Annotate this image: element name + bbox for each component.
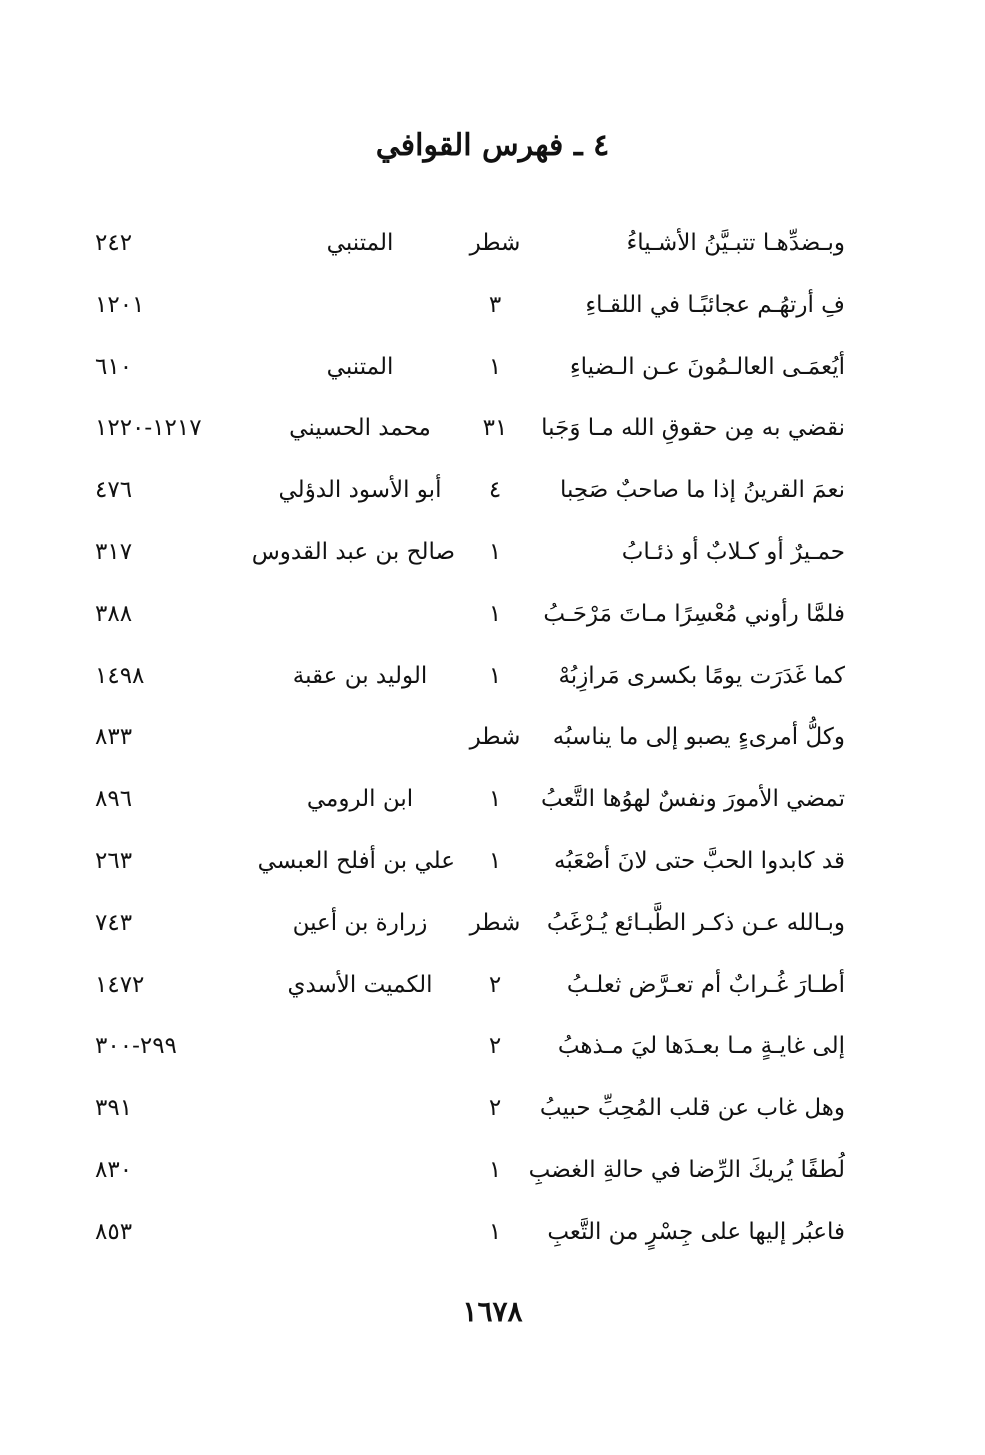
index-row: [60, 717, 865, 779]
index-row: [60, 223, 865, 285]
index-row: [60, 594, 865, 656]
index-row: [60, 285, 865, 347]
verse-count: ١: [488, 1218, 502, 1245]
rhyme-index-table: [60, 223, 865, 1274]
verse-text: تمضي الأمورَ ونفسٌ لهوُها التَّعبُ: [541, 786, 845, 813]
page-reference: ١٢١٧-١٢٢٠: [95, 415, 202, 442]
poet-name: أبو الأسود الدؤلي: [278, 477, 442, 504]
index-row: [60, 656, 865, 718]
verse-text: وكلُّ أمرىءٍ يصبو إلى ما يناسبُه: [552, 724, 845, 751]
poet-name: الكميت الأسدي: [287, 971, 433, 998]
poet-name: محمد الحسيني: [289, 415, 431, 442]
index-row: [60, 532, 865, 594]
poet-name: ابن الرومي: [306, 786, 414, 813]
index-row: [60, 408, 865, 470]
verse-count: ٢: [488, 971, 502, 998]
verse-text: وبـالله عـن ذكـر الطَّبـائع يُـرْغَبُ: [546, 909, 845, 936]
verse-text: وبـضدِّهـا تتبـيَّنُ الأشـياءُ: [626, 230, 845, 256]
verse-count: ٣١: [482, 415, 508, 442]
verse-count: ٣: [488, 291, 502, 318]
verse-text: حمـيرٌ أو كـلابٌ أو ذئـابُ: [621, 538, 845, 565]
verse-count: شطر: [469, 909, 521, 936]
page-reference: ٧٤٣: [95, 909, 133, 936]
index-row: [60, 841, 865, 903]
poet-name: صالح بن عبد القدوس: [251, 538, 455, 565]
page-reference: ٢٤٢: [95, 230, 133, 256]
verse-count: ٢: [488, 1095, 502, 1122]
page-reference: ٦١٠: [95, 353, 133, 380]
verse-count: ٢: [488, 1033, 502, 1060]
verse-text: أطـارَ غُـرابٌ أم تعـرَّض ثعلـبُ: [566, 971, 845, 998]
page-reference: ١٢٠١: [95, 291, 145, 318]
verse-text: إلى غايـةٍ مـا بعـدَها ليَ مـذهبُ: [557, 1033, 845, 1060]
verse-text: نقضي به مِن حقوقِ الله مـا وَجَبا: [541, 415, 845, 442]
page-reference: ٣١٧: [95, 538, 133, 565]
page-reference: ٨٣٣: [95, 724, 133, 751]
index-row: [60, 965, 865, 1027]
verse-count: ١: [488, 353, 502, 380]
index-row: [60, 347, 865, 409]
poet-name: الوليد بن عقبة: [292, 662, 428, 689]
page-reference: ٣٩١: [95, 1095, 133, 1122]
poet-name: علي بن أفلح العبسي: [257, 847, 455, 874]
verse-count: ١: [488, 786, 502, 813]
verse-text: وهل غاب عن قلب المُحِبِّ حبيبُ: [539, 1095, 845, 1122]
page-reference: ٨٣٠: [95, 1156, 133, 1183]
verse-count: ١: [488, 538, 502, 565]
verse-text: فاعبُر إليها على جِسْرٍ من التَّعبِ: [547, 1218, 845, 1245]
verse-count: ١: [488, 600, 502, 627]
verse-count: شطر: [469, 230, 521, 256]
verse-text: فلمَّا رأوني مُعْسِرًا مـاتَ مَرْحَـبُ: [543, 600, 845, 627]
verse-count: شطر: [469, 724, 521, 751]
page-reference: ٤٧٦: [95, 477, 133, 504]
verse-count: ٤: [488, 477, 502, 504]
page-reference: ٣٨٨: [95, 600, 133, 627]
page-reference: ٢٩٩-٣٠٠: [95, 1033, 177, 1060]
index-row: [60, 470, 865, 532]
index-row: [60, 779, 865, 841]
verse-count: ١: [488, 847, 502, 874]
index-row: [60, 1212, 865, 1274]
page-number: ١٦٧٨: [462, 1295, 523, 1328]
page-reference: ١٤٧٢: [95, 971, 145, 998]
page-reference: ١٤٩٨: [95, 662, 145, 689]
index-row: [60, 1088, 865, 1150]
verse-text: قد كابدوا الحبَّ حتى لانَ أصْعَبُه: [553, 847, 845, 874]
index-row: [60, 1026, 865, 1088]
poet-name: المتنبي: [326, 230, 394, 256]
verse-text: نعمَ القرينُ إذا ما صاحبٌ صَحِبا: [559, 477, 845, 504]
page-title: ٤ ـ فهرس القوافي: [375, 128, 610, 163]
page-reference: ٨٥٣: [95, 1218, 133, 1245]
poet-name: زرارة بن أعين: [292, 909, 428, 936]
poet-name: المتنبي: [326, 353, 394, 380]
verse-count: ١: [488, 662, 502, 689]
verse-text: كما غَدَرَت يومًا بكسرى مَرازِبُهْ: [558, 662, 845, 689]
verse-text: أيُعمَـى العالـمُونَ عـن الـضياءِ: [569, 353, 845, 380]
index-row: [60, 1150, 865, 1212]
page-reference: ٢٦٣: [95, 847, 133, 874]
verse-text: لُطفًا يُريكَ الرِّضا في حالةِ الغضبِ: [528, 1156, 845, 1183]
verse-count: ١: [488, 1156, 502, 1183]
verse-text: فِ أرتهُـم عجائبًـا في اللقـاءِ: [585, 291, 845, 318]
index-row: [60, 903, 865, 965]
page-reference: ٨٩٦: [95, 786, 133, 813]
